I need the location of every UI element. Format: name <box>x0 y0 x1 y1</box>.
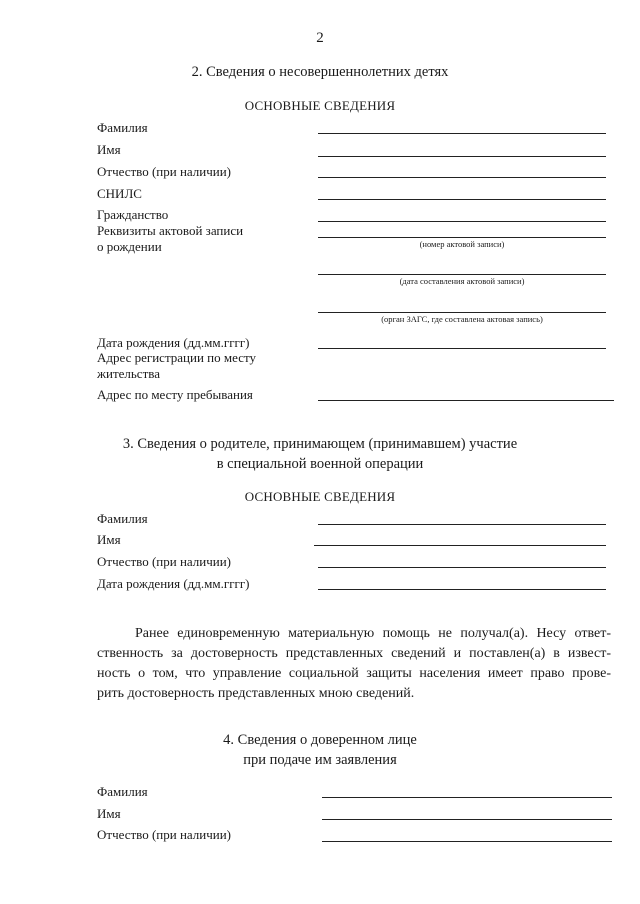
child-patronymic-field[interactable] <box>318 177 606 178</box>
declaration-line-3: ность о том, что управление социальной защиты населения имеет право прове- <box>97 666 611 681</box>
parent-surname-field[interactable] <box>318 524 606 525</box>
birth-record-date-caption: (дата составления актовой записи) <box>399 276 525 286</box>
section-3-title-line1: 3. Сведения о родителе, принимающем (принимавшем) участие <box>122 436 518 452</box>
parent-birthdate-field[interactable] <box>318 589 606 590</box>
parent-name-label: Имя <box>97 532 121 547</box>
birth-record-office-field[interactable] <box>318 312 606 313</box>
trustee-patronymic-field[interactable] <box>322 841 612 842</box>
section-4-title-line2: при подаче им заявления <box>243 752 397 768</box>
child-birthdate-field[interactable] <box>318 348 606 349</box>
reg-address-label-line1: Адрес регистрации по месту <box>97 350 256 365</box>
trustee-surname-label: Фамилия <box>97 784 148 799</box>
child-surname-label: Фамилия <box>97 120 148 135</box>
trustee-surname-field[interactable] <box>322 797 612 798</box>
declaration-paragraph <box>97 624 611 704</box>
child-snils-field[interactable] <box>318 199 606 200</box>
child-snils-label: СНИЛС <box>97 186 142 201</box>
parent-patronymic-label: Отчество (при наличии) <box>97 554 232 569</box>
declaration-line-2: ственность за достоверность представленных сведений и поставлен(а) в извест- <box>97 646 611 661</box>
child-birthdate-label: Дата рождения (дд.мм.гггг) <box>97 335 250 350</box>
parent-birthdate-label: Дата рождения (дд.мм.гггг) <box>97 576 250 591</box>
child-name-label: Имя <box>97 142 121 157</box>
section-2-subtitle: ОСНОВНЫЕ СВЕДЕНИЯ <box>244 98 396 113</box>
declaration-line-1: Ранее единовременную материальную помощь не получал(а). Несу ответ- <box>135 626 611 641</box>
parent-patronymic-field[interactable] <box>318 567 606 568</box>
stay-address-label: Адрес по месту пребывания <box>97 387 253 402</box>
trustee-name-label: Имя <box>97 806 121 821</box>
child-citizenship-field[interactable] <box>318 221 606 222</box>
reg-address-label-line2: жительства <box>97 366 160 381</box>
birth-record-office-caption: (орган ЗАГС, где составлена актовая запись) <box>381 314 543 324</box>
child-name-field[interactable] <box>318 156 606 157</box>
trustee-name-field[interactable] <box>322 819 612 820</box>
child-citizenship-label: Гражданство <box>97 207 169 222</box>
parent-surname-label: Фамилия <box>97 511 148 526</box>
birth-record-label-line1: Реквизиты актовой записи <box>97 223 244 238</box>
section-4-title-line1: 4. Сведения о доверенном лице <box>223 732 417 748</box>
stay-address-field[interactable] <box>318 400 614 401</box>
birth-record-date-field[interactable] <box>318 274 606 275</box>
trustee-patronymic-label: Отчество (при наличии) <box>97 827 232 842</box>
page-number: 2 <box>316 30 324 46</box>
child-surname-field[interactable] <box>318 133 606 134</box>
birth-record-number-field[interactable] <box>318 237 606 238</box>
section-3-title-line2: в специальной военной операции <box>216 456 424 472</box>
declaration-line-4: рить достоверность представленных мною сведений. <box>97 686 415 701</box>
birth-record-label-line2: о рождении <box>97 239 162 254</box>
section-2-title: 2. Сведения о несовершеннолетних детях <box>191 64 449 80</box>
section-3-subtitle: ОСНОВНЫЕ СВЕДЕНИЯ <box>244 489 396 504</box>
child-patronymic-label: Отчество (при наличии) <box>97 164 232 179</box>
birth-record-number-caption: (номер актовой записи) <box>419 239 505 249</box>
parent-name-field[interactable] <box>314 545 606 546</box>
